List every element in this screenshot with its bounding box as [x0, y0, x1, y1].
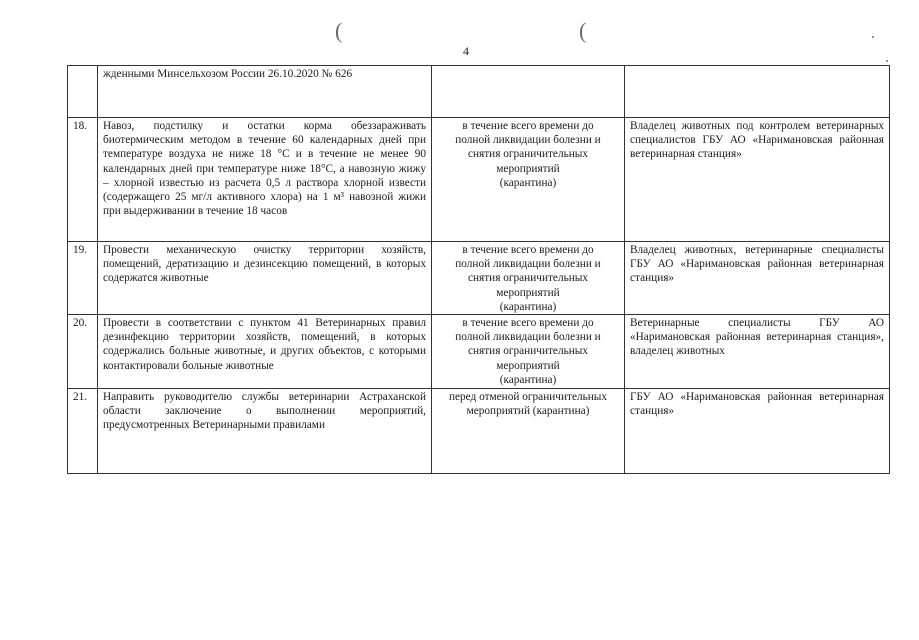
table-row	[68, 389, 890, 474]
scan-speck	[886, 60, 888, 62]
measure-text: Провести в соответствии с пунктом 41 Ветеринарных правил дезинфекцию территории хозяйств, помещений, в которых содержались больные животные, и других объектов, с которыми контактировали больные животные	[98, 315, 432, 389]
row-number: 19.	[68, 242, 98, 315]
period-text: в течение всего времени до полной ликвидации болезни и снятия ограничительных мероприятий (карантина)	[432, 315, 625, 389]
period-text	[432, 66, 625, 118]
punch-hole-mark-left: (	[335, 18, 343, 43]
table-row	[68, 242, 890, 315]
measure-text: Провести механическую очистку территории хозяйств, помещений, дератизацию и дезинсекцию помещений, в которых содержатся животные	[98, 242, 432, 315]
row-number: 20.	[68, 315, 98, 389]
table-row	[68, 315, 890, 389]
period-text: в течение всего времени до полной ликвидации болезни и снятия ограничительных мероприятий (карантина)	[432, 242, 625, 315]
responsible-text: Владелец животных под контролем ветеринарных специалистов ГБУ АО «Наримановская районная ветеринарная станция»	[625, 118, 890, 242]
page-number: 4	[463, 44, 469, 58]
responsible-text: ГБУ АО «Наримановская районная ветеринарная станция»	[625, 389, 890, 474]
row-number: 18.	[68, 118, 98, 242]
punch-hole-mark-right: (	[579, 18, 587, 43]
table-row	[68, 118, 890, 242]
measure-text: жденными Минсельхозом России 26.10.2020 № 626	[98, 66, 432, 118]
row-number	[68, 66, 98, 118]
measures-table	[67, 65, 890, 474]
scan-speck	[872, 36, 874, 38]
responsible-text: Ветеринарные специалисты ГБУ АО «Наримановская районная ветеринарная станция», владелец животных	[625, 315, 890, 389]
period-text: в течение всего времени до полной ликвидации болезни и снятия ограничительных мероприятий (карантина)	[432, 118, 625, 242]
measure-text: Направить руководителю службы ветеринарии Астраханской области заключение о выполнении мероприятий, предусмотренных Ветеринарными правилами	[98, 389, 432, 474]
period-text: перед отменой ограничительных мероприятий (карантина)	[432, 389, 625, 474]
responsible-text: Владелец животных, ветеринарные специалисты ГБУ АО «Наримановская районная ветеринарная станция»	[625, 242, 890, 315]
responsible-text	[625, 66, 890, 118]
table-row	[68, 66, 890, 118]
measure-text: Навоз, подстилку и остатки корма обеззараживать биотермическим методом в течение 60 календарных дней при температуре воздуха не ниже 18 °С и в течение не менее 90 календарных дней при температуре ниже 18°С, а навозную жижу – хлорной известью из расчета 0,5 л раствора хлорной извести (содержащего 25 мг/л активного хлора) на 1 м³ навозной жижи при выдерживании в течение 18 часов	[98, 118, 432, 242]
row-number: 21.	[68, 389, 98, 474]
